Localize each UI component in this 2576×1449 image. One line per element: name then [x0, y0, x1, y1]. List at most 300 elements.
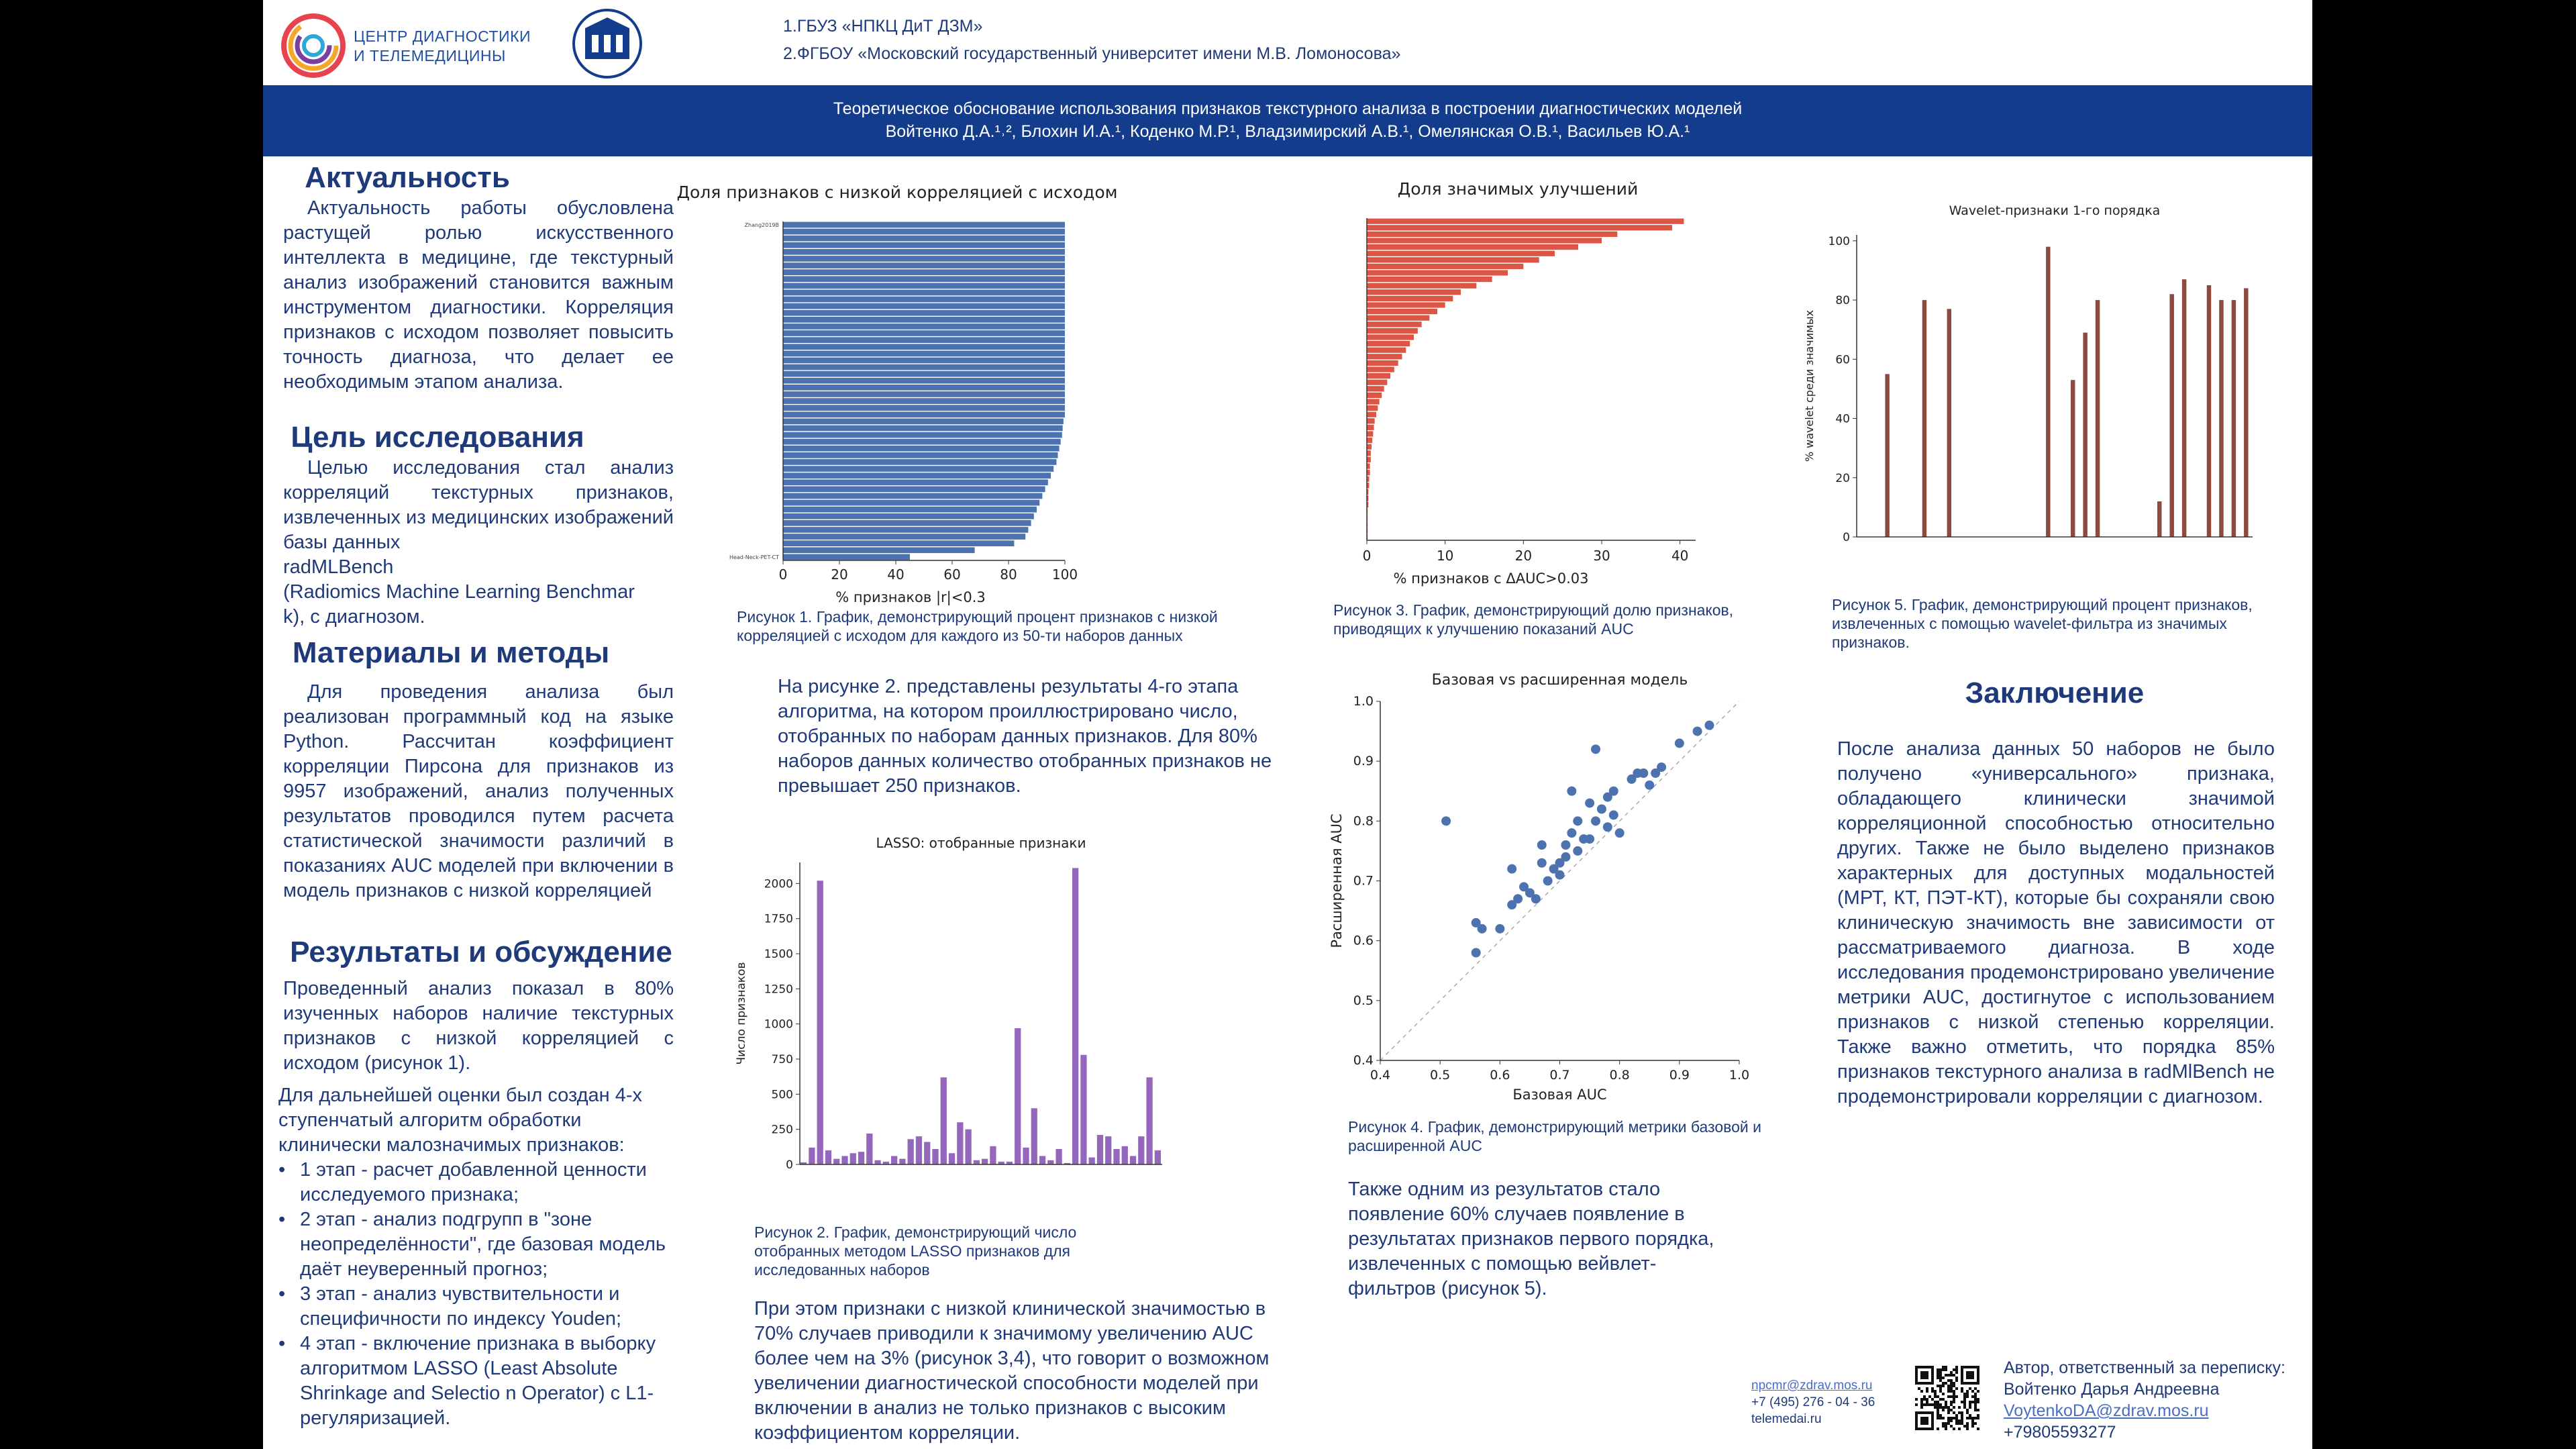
fig3-bar [1367, 277, 1492, 282]
qr-module [1974, 1401, 1977, 1403]
fig2-bar [1089, 1158, 1095, 1164]
methods-text: Для проведения анализа был реализован программный код на языке Python. Рассчитан коэффициент корреляции Пирсона для признаков из 9957 изображений, анализ полученных результатов проводился путем расчета статистической значимости различий в показаниях AUC моделей при включении в модель признаков с низкой корреляцией [283, 681, 674, 901]
fig2-bar [1031, 1108, 1037, 1164]
fig2-bar [825, 1150, 831, 1164]
fig1-bar [783, 269, 1065, 275]
fig1-x-tick-label: 20 [831, 566, 848, 583]
fig1-bar [783, 432, 1062, 438]
contact-site-link[interactable]: telemedai.ru [1751, 1412, 1822, 1426]
qr-module [1934, 1401, 1937, 1403]
fig3-bar [1367, 418, 1375, 423]
fig1-bar [783, 222, 1065, 228]
qr-module [1931, 1403, 1934, 1406]
fig2-bar [1113, 1149, 1119, 1164]
qr-module [1937, 1395, 1939, 1398]
qr-module [1950, 1395, 1953, 1398]
fig4-point [1567, 787, 1576, 796]
qr-module [1945, 1374, 1947, 1377]
fig5-bar [2232, 300, 2236, 537]
qr-module [1947, 1409, 1950, 1411]
qr-module [1966, 1409, 1969, 1411]
fig3-bar [1367, 425, 1374, 430]
qr-module [1971, 1395, 1974, 1398]
qr-module [1939, 1390, 1942, 1393]
fig4-y-tick-label: 1.0 [1353, 694, 1374, 709]
fig3-bar [1367, 412, 1376, 417]
fig4-point [1441, 816, 1451, 826]
fig1-chart [676, 171, 1118, 605]
fig5-y-tick-label: 0 [1843, 531, 1850, 544]
fig2-y-tick-label: 250 [771, 1123, 793, 1137]
qr-module [1945, 1366, 1947, 1368]
fig3-bar [1367, 366, 1394, 372]
footer-contact [1751, 1377, 1875, 1428]
fig1-bar [783, 500, 1039, 506]
fig4-point [1645, 781, 1654, 790]
middle-bottom-text: При этом признаки с низкой клинической значимостью в 70% случаев приводили к значимому увеличению AUC более чем на 3% (рисунок 3,4), что говорит о возможном увеличении диагностической способности моделей при включении в анализ не только признаков с высоким коэффициентом корреляции. [754, 1298, 1270, 1444]
goal-heading: Цель исследования [291, 421, 584, 454]
qr-module [1947, 1390, 1950, 1393]
author-email-link[interactable]: VoytenkoDA@zdrav.mos.ru [2004, 1401, 2209, 1420]
qr-module [1974, 1398, 1977, 1401]
fig2-bar [941, 1077, 947, 1164]
fig2-y-tick-label: 1250 [764, 983, 793, 997]
qr-module [1969, 1403, 1971, 1406]
fig1-bar [783, 493, 1042, 499]
fig3-bar [1367, 251, 1555, 256]
fig3-bar [1367, 321, 1422, 327]
fig4-chart [1327, 664, 1756, 1107]
qr-module [1961, 1417, 1963, 1419]
results-text1: Проведенный анализ показал в 80% изученных наборов наличие текстурных признаков с низкой корреляцией с исходом (рисунок 1). [283, 978, 674, 1074]
conclusion-heading: Заключение [1965, 677, 2145, 709]
qr-module [1947, 1422, 1950, 1425]
fig3-bar [1367, 289, 1461, 295]
fig2-y-tick-label: 1000 [764, 1017, 793, 1032]
qr-module [1953, 1406, 1955, 1409]
fig2-bar [833, 1159, 839, 1164]
qr-module [1937, 1403, 1939, 1406]
contact-phone: +7 (495) 276 - 04 - 36 [1751, 1395, 1875, 1409]
qr-module [1963, 1393, 1966, 1395]
fig3-title: Доля значимых улучшений [1397, 179, 1639, 199]
fig4-point [1704, 721, 1714, 730]
fig2-bar [1047, 1160, 1053, 1164]
qr-module [1939, 1379, 1942, 1382]
fig4-y-tick-label: 0.4 [1353, 1053, 1374, 1068]
fig5-bar [2046, 247, 2050, 537]
qr-module [1963, 1406, 1966, 1409]
fig2-y-tick-label: 750 [771, 1053, 793, 1067]
qr-module [1961, 1419, 1963, 1422]
qr-module [1945, 1403, 1947, 1406]
fig3-bar [1367, 393, 1382, 398]
qr-module [1920, 1398, 1923, 1401]
qr-module [1953, 1374, 1955, 1377]
fig2-bar [874, 1160, 880, 1164]
fig1-bar [783, 534, 1025, 540]
qr-module [1961, 1411, 1963, 1414]
qr-module [1961, 1387, 1963, 1390]
fig3-x-tick-label: 30 [1593, 548, 1610, 564]
qr-module [1977, 1417, 1979, 1419]
fig1-bar [783, 330, 1065, 336]
fig5-bar [2244, 288, 2248, 537]
poster [263, 0, 2312, 1449]
fig4-point [1597, 805, 1606, 814]
fig1-bar [783, 540, 1014, 546]
qr-module [1942, 1366, 1945, 1368]
goal-text-db3: k), с диагнозом. [283, 606, 425, 628]
qr-module [1950, 1403, 1953, 1406]
fig3-x-tick-label: 0 [1362, 548, 1372, 564]
fig5-bar [1885, 374, 1889, 537]
fig4-point [1537, 858, 1547, 868]
fig1-bar [783, 554, 910, 560]
fig1-bar [783, 371, 1065, 377]
qr-module [1947, 1395, 1950, 1398]
fig2-bar [1072, 868, 1078, 1164]
fig3-caption: Рисунок 3. График, демонстрирующий долю признаков, приводящих к улучшению показаний AUC [1333, 601, 1734, 638]
qr-module [1937, 1417, 1939, 1419]
qr-module [1950, 1382, 1953, 1385]
qr-module [1963, 1425, 1966, 1428]
fig1-bar [783, 527, 1028, 533]
fig1-y-tick-label: Head-Neck-PET-CT [729, 554, 779, 560]
fig4-point [1507, 864, 1516, 874]
qr-module [1937, 1377, 1939, 1379]
qr-module [1937, 1368, 1939, 1371]
qr-module [1958, 1419, 1961, 1422]
author-phone: +79805593277 [2004, 1423, 2116, 1442]
fig1-bar [783, 310, 1065, 316]
qr-module [1961, 1390, 1963, 1393]
fig3-x-label: % признаков с ΔAUC>0.03 [1393, 570, 1589, 587]
qr-module [1953, 1368, 1955, 1371]
fig2-bar [974, 1160, 980, 1164]
fig3-bar [1367, 380, 1387, 385]
fig2-bar [841, 1156, 847, 1164]
fig3-bar [1367, 457, 1371, 462]
qr-module [1977, 1401, 1979, 1403]
fig1-bar [783, 472, 1051, 479]
qr-module [1934, 1395, 1937, 1398]
fig1-x-label: % признаков |r|<0.3 [835, 589, 986, 605]
qr-module [1926, 1401, 1928, 1403]
qr-module [1942, 1377, 1945, 1379]
fig3-bar [1367, 386, 1384, 391]
qr-module [1950, 1409, 1953, 1411]
fig2-bar [1105, 1136, 1111, 1164]
fig3-bar [1367, 225, 1672, 230]
fig3-bar [1367, 373, 1390, 379]
fig2-bar [899, 1159, 905, 1164]
qr-module [1971, 1419, 1974, 1422]
fig1-bar [783, 411, 1065, 417]
fig2-bar [1015, 1028, 1021, 1164]
fig4-point [1543, 877, 1553, 886]
fig2-bar [924, 1142, 930, 1164]
qr-module [1963, 1403, 1966, 1406]
qr-module [1937, 1401, 1939, 1403]
fig4-x-tick-label: 1.0 [1729, 1068, 1750, 1083]
logo-text-line1: ЦЕНТР ДИАГНОСТИКИ [354, 28, 531, 45]
fig1-bar [783, 398, 1065, 404]
fig2-bar [1146, 1077, 1152, 1164]
qr-module [1937, 1414, 1939, 1417]
fig3-x-tick-label: 20 [1514, 548, 1533, 564]
fig3-bar [1367, 328, 1418, 334]
qr-module [1937, 1371, 1939, 1374]
fig4-point [1591, 816, 1600, 826]
qr-module [1947, 1385, 1950, 1387]
fig5-y-tick-label: 20 [1835, 471, 1850, 485]
fig1-bar [783, 303, 1065, 309]
fig1-x-tick-label: 80 [1000, 566, 1017, 583]
fig3-bar [1367, 257, 1539, 262]
qr-module [1953, 1393, 1955, 1395]
qr-module [1955, 1422, 1958, 1425]
qr-module [1974, 1422, 1977, 1425]
qr-module [1955, 1417, 1958, 1419]
fig2-bar [1130, 1156, 1136, 1164]
author-label: Автор, ответственный за переписку: [2004, 1358, 2285, 1377]
fig5-bar [1922, 300, 1926, 537]
fig2-bar [990, 1146, 996, 1164]
fig3-bar [1367, 270, 1508, 275]
qr-module [1974, 1387, 1977, 1390]
qr-module [1977, 1414, 1979, 1417]
qr-module [1953, 1390, 1955, 1393]
qr-module [1939, 1377, 1942, 1379]
fig4-y-tick-label: 0.7 [1353, 873, 1374, 889]
qr-module [1937, 1374, 1939, 1377]
fig2-bar [965, 1130, 971, 1164]
fig1-y-tick-label: Zhang2019B [744, 222, 779, 228]
qr-module [1915, 1403, 1918, 1406]
qr-module [1955, 1371, 1958, 1374]
fig1-bar [783, 439, 1061, 445]
qr-module [1947, 1419, 1950, 1422]
fig5-bar [2169, 294, 2173, 537]
fig1-bar [783, 452, 1058, 458]
fig1-x-tick-label: 0 [778, 566, 788, 583]
fig1-bar [783, 262, 1065, 268]
qr-module [1966, 1390, 1969, 1393]
qr-module [1947, 1417, 1950, 1419]
fig2-bar [850, 1153, 856, 1164]
qr-module [1955, 1419, 1958, 1422]
fig4-point [1537, 840, 1547, 850]
fig1-bar [783, 419, 1064, 425]
fig3-bar [1367, 360, 1398, 366]
fig5-y-tick-label: 100 [1828, 234, 1850, 248]
poster-title: Теоретическое обоснование использования признаков текстурного анализа в построении диагностических моделей [833, 99, 1743, 118]
qr-module [1934, 1393, 1937, 1395]
qr-module [1939, 1414, 1942, 1417]
fig4-diagonal-line [1380, 701, 1739, 1060]
qr-module [1950, 1379, 1953, 1382]
fig2-bar [916, 1136, 922, 1164]
fig1-bar [783, 337, 1065, 343]
fig5-bar [1947, 309, 1951, 537]
fig4-point [1603, 822, 1612, 832]
footer-author [2004, 1357, 2285, 1443]
fig1-bar [783, 378, 1065, 384]
qr-module [1971, 1425, 1974, 1428]
fig5-description: Также одним из результатов стало появление 60% случаев появление в результатах признаков первого порядка, извлеченных с помощью вейвлет-фильтров (рисунок 5). [1348, 1179, 1714, 1299]
qr-module [1966, 1417, 1969, 1419]
fig3-bar [1367, 283, 1476, 289]
fig4-point [1531, 894, 1541, 903]
goal-text-db2: (Radiomics Machine Learning Benchmar [283, 581, 635, 603]
fig5-bar [2083, 333, 2087, 537]
qr-module [1971, 1422, 1974, 1425]
fig4-point [1609, 787, 1618, 796]
fig1-x-tick-label: 100 [1051, 566, 1078, 583]
qr-code-icon [1915, 1366, 1979, 1430]
fig4-y-tick-label: 0.8 [1353, 813, 1374, 829]
qr-module [1942, 1417, 1945, 1419]
fig2-bar [809, 1148, 815, 1164]
qr-module [1920, 1403, 1923, 1406]
fig4-point [1573, 816, 1582, 826]
qr-module [1953, 1398, 1955, 1401]
conclusion-text: После анализа данных 50 наборов не было получено «универсального» признака, обладающего клинически значимой корреляционной способностью относительно других. Также не было выделено признаков характерных для доступных модальностей (МРТ, КТ, ПЭТ-КТ), которые бы сохраняли свою клиническую значимость вне зависимости от рассматриваемого диагноза. В ходе исследования продемонстрировано увеличение метрики AUC, достигнутое с использованием признаков с низкой степенью корреляции. Также важно отметить, что порядка 85% признаков текстурного анализа в radMlBench не продемонстрировали корреляции с диагнозом. [1837, 738, 2275, 1107]
qr-finder [1920, 1371, 1928, 1379]
fig2-bar [1138, 1136, 1144, 1164]
qr-module [1966, 1395, 1969, 1398]
qr-module [1947, 1406, 1950, 1409]
fig4-point [1478, 924, 1487, 934]
fig3-bar [1367, 238, 1602, 243]
fig4-point [1657, 762, 1666, 772]
qr-module [1955, 1366, 1958, 1368]
qr-module [1939, 1403, 1942, 1406]
qr-module [1934, 1390, 1937, 1393]
fig1-bar [783, 351, 1065, 357]
fig1-bar [783, 426, 1063, 432]
fig5-y-tick-label: 60 [1835, 353, 1850, 367]
qr-module [1974, 1395, 1977, 1398]
qr-module [1958, 1406, 1961, 1409]
fig2-y-tick-label: 500 [771, 1088, 793, 1102]
fig5-bar [2219, 300, 2223, 537]
qr-module [1947, 1379, 1950, 1382]
qr-module [1950, 1425, 1953, 1428]
qr-module [1974, 1406, 1977, 1409]
fig1-bar [783, 391, 1065, 397]
fig1-bar [783, 236, 1065, 242]
qr-module [1945, 1368, 1947, 1371]
qr-module [1969, 1417, 1971, 1419]
fig5-y-tick-label: 40 [1835, 412, 1850, 426]
fig1-bar [783, 283, 1065, 289]
fig1-bar [783, 290, 1065, 296]
qr-module [1942, 1409, 1945, 1411]
qr-module [1934, 1406, 1937, 1409]
fig4-point [1561, 852, 1570, 862]
fig5-bar [2096, 300, 2100, 537]
fig3-bar [1367, 232, 1617, 237]
fig5-bar [2207, 285, 2211, 537]
fig4-x-tick-label: 0.5 [1430, 1068, 1451, 1083]
fig4-point [1675, 738, 1684, 748]
fig3-bar [1367, 348, 1406, 353]
fig3-bar [1367, 444, 1372, 450]
author-name: Войтенко Дарья Андреевна [2004, 1380, 2220, 1399]
fig4-point [1609, 810, 1618, 819]
fig2-y-tick-label: 0 [786, 1158, 793, 1172]
qr-module [1966, 1411, 1969, 1414]
qr-module [1950, 1417, 1953, 1419]
fig3-bar [1367, 354, 1402, 359]
fig3-bar [1367, 302, 1445, 307]
fig4-point [1495, 924, 1504, 934]
qr-module [1947, 1374, 1950, 1377]
fig3-x-tick-label: 40 [1671, 548, 1689, 564]
qr-module [1969, 1401, 1971, 1403]
qr-module [1953, 1401, 1955, 1403]
fig3-bar [1367, 405, 1378, 411]
fig2-bar [1023, 1148, 1029, 1164]
fig3-bar [1367, 244, 1578, 250]
qr-module [1942, 1368, 1945, 1371]
qr-module [1942, 1425, 1945, 1428]
fig2-bar [982, 1159, 988, 1164]
fig3-x-tick-label: 10 [1436, 548, 1454, 564]
qr-module [1937, 1406, 1939, 1409]
fig3-bar [1367, 334, 1414, 340]
fig4-x-tick-label: 0.9 [1669, 1068, 1690, 1083]
qr-module [1942, 1422, 1945, 1425]
fig3-chart [1320, 171, 1736, 591]
qr-module [1963, 1401, 1966, 1403]
fig1-bar [783, 446, 1060, 452]
qr-finder [1920, 1417, 1928, 1425]
contact-email-link[interactable]: npcmr@zdrav.mos.ru [1751, 1379, 1873, 1393]
fig4-point [1561, 840, 1570, 850]
qr-module [1939, 1371, 1942, 1374]
qr-module [1953, 1395, 1955, 1398]
poster-authors: Войтенко Д.А.¹˒², Блохин И.А.¹, Коденко М.Р.¹, Владзимирский А.В.¹, Омелянская О.В.¹, Васильев Ю.А.¹ [885, 122, 1690, 141]
fig4-point [1573, 846, 1582, 856]
qr-module [1958, 1428, 1961, 1430]
qr-module [1926, 1398, 1928, 1401]
relevance-heading: Актуальность [305, 161, 510, 194]
fig4-point [1513, 894, 1523, 903]
qr-module [1950, 1419, 1953, 1422]
qr-module [1971, 1390, 1974, 1393]
fig3-bar [1367, 309, 1437, 314]
qr-module [1969, 1406, 1971, 1409]
qr-module [1920, 1401, 1923, 1403]
fig3-bar [1367, 264, 1523, 269]
qr-module [1939, 1398, 1942, 1401]
fig3-bar [1367, 450, 1371, 456]
fig5-title: Wavelet-признаки 1-го порядка [1949, 203, 2161, 218]
qr-module [1918, 1387, 1920, 1390]
fig2-bar [949, 1153, 955, 1164]
fig4-x-tick-label: 0.8 [1609, 1068, 1630, 1083]
qr-module [1942, 1398, 1945, 1401]
fig2-chart [726, 829, 1182, 1218]
fig4-x-tick-label: 0.7 [1549, 1068, 1570, 1083]
qr-module [1950, 1385, 1953, 1387]
affiliation-1: 1.ГБУЗ «НПКЦ ДиТ ДЗМ» [783, 17, 983, 36]
qr-module [1945, 1406, 1947, 1409]
qr-module [1977, 1390, 1979, 1393]
